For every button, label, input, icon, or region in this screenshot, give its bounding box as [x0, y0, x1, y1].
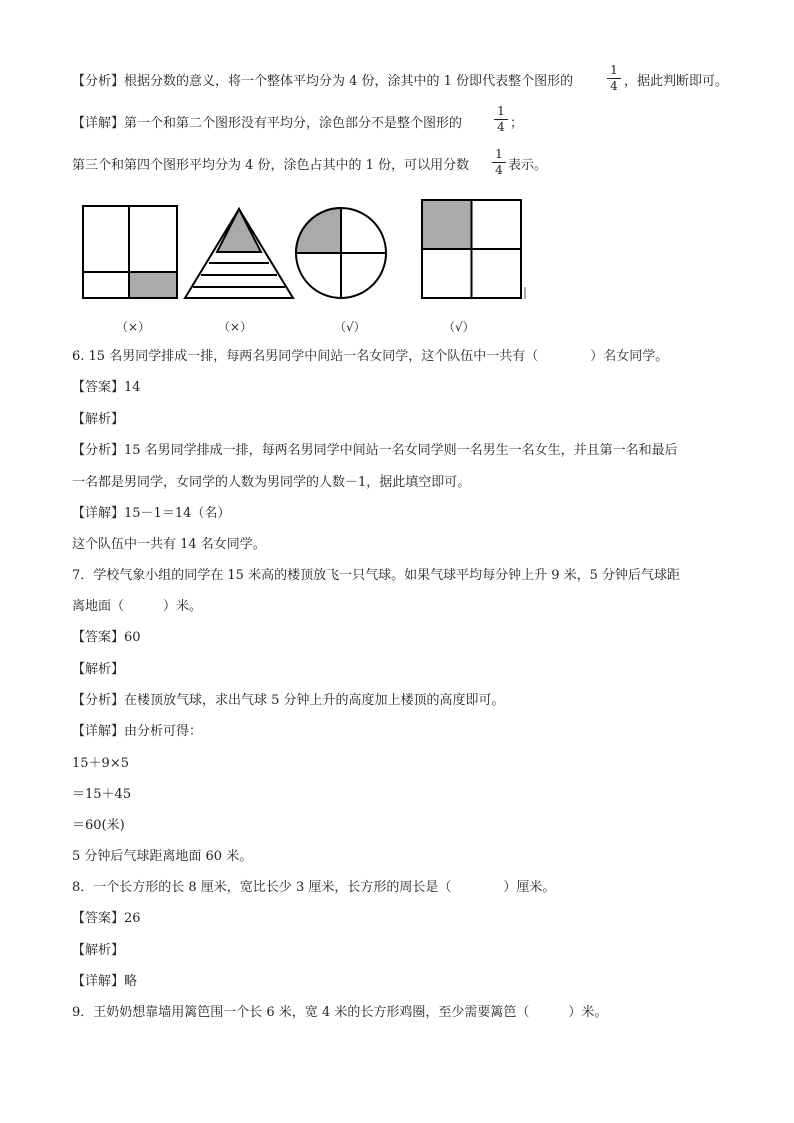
q7-step-1: 15＋9×5 [72, 756, 129, 771]
q5-analysis-text-end: ，据此判断即可。 [624, 74, 729, 89]
figure-square-quarters [421, 199, 527, 301]
q6-answer: 【答案】14 [72, 380, 141, 395]
q5-analysis-fraction [607, 64, 621, 93]
q8-answer: 【答案】26 [72, 911, 141, 926]
q7-question-line-1: 7．学校气象小组的同学在 15 米高的楼顶放飞一只气球。如果气球平均每分钟上升 9 米，5 分钟后气球距 [72, 568, 681, 583]
fraction-numerator: 1 [610, 63, 618, 77]
q7-jiexi-heading: 【解析】 [72, 662, 125, 677]
q6-jiexi-heading: 【解析】 [72, 412, 125, 427]
q6-question: 6. 15 名男同学排成一排，每两名男同学中间站一名女同学，这个队伍中一共有（ ）名女同学。 [72, 349, 669, 364]
q5-analysis-line [72, 72, 573, 92]
fraction-denominator: 4 [610, 79, 618, 93]
q5-detail1-text: 【详解】第一个和第二个图形没有平均分，涂色部分不是整个图形的 [72, 116, 463, 131]
q5-detail-line-2 [72, 156, 469, 176]
fraction-denominator: 4 [497, 120, 505, 134]
figure-mark-4: （√） [443, 320, 475, 334]
q7-analysis: 【分析】在楼顶放气球，求出气球 5 分钟上升的高度加上楼顶的高度即可。 [72, 693, 505, 708]
figure-triangle-striped [183, 207, 295, 300]
q6-detail: 【详解】15－1＝14（名） [72, 506, 231, 521]
q7-step-3: ＝60(米) [72, 818, 125, 833]
q5-detail2-fraction [492, 148, 506, 177]
fraction-numerator: 1 [497, 104, 505, 118]
q7-answer: 【答案】60 [72, 630, 141, 645]
figure-mark-1: （×） [116, 320, 151, 334]
q9-question: 9．王奶奶想靠墙用篱笆围一个长 6 米，宽 4 米的长方形鸡圈，至少需要篱笆（ ）米。 [72, 1005, 608, 1020]
q7-step-2: ＝15＋45 [72, 787, 132, 802]
figure-mark-2: （×） [218, 320, 253, 334]
figure-rectangle-uneven [82, 205, 178, 299]
q5-detail-line-1-end [510, 114, 523, 134]
q5-detail-line-1 [72, 114, 462, 134]
q8-jiexi-heading: 【解析】 [72, 943, 125, 958]
q6-analysis-line-1: 【分析】15 名男同学排成一排，每两名男同学中间站一名女同学则一名男生一名女生，并且第一名和最后 [72, 443, 678, 458]
q5-detail2-text-end: 表示。 [508, 158, 548, 173]
q5-detail1-text-end: ； [510, 116, 524, 131]
q5-detail-line-2-end [508, 156, 547, 176]
q7-conclusion: 5 分钟后气球距离地面 60 米。 [72, 849, 253, 864]
figure-circle-quarters [294, 206, 388, 300]
q7-question-line-2: 离地面（ ）米。 [72, 599, 203, 614]
q5-detail1-fraction [494, 105, 508, 134]
fraction-denominator: 4 [495, 163, 503, 177]
q7-detail: 【详解】由分析可得： [72, 724, 203, 739]
q6-conclusion: 这个队伍中一共有 14 名女同学。 [72, 537, 266, 552]
q5-analysis-line-end [624, 72, 728, 92]
q6-analysis-line-2: 一名都是男同学，女同学的人数为男同学的人数－1，据此填空即可。 [72, 475, 471, 490]
q8-detail: 【详解】略 [72, 974, 138, 989]
fraction-numerator: 1 [495, 147, 503, 161]
q8-question: 8．一个长方形的长 8 厘米，宽比长少 3 厘米，长方形的周长是（ ）厘米。 [72, 880, 556, 895]
q5-detail2-text: 第三个和第四个图形平均分为 4 份，涂色占其中的 1 份，可以用分数 [72, 158, 470, 173]
figure-mark-3: （√） [334, 320, 366, 334]
q5-analysis-text: 【分析】根据分数的意义，将一个整体平均分为 4 份，涂其中的 1 份即代表整个图形的 [72, 74, 574, 89]
